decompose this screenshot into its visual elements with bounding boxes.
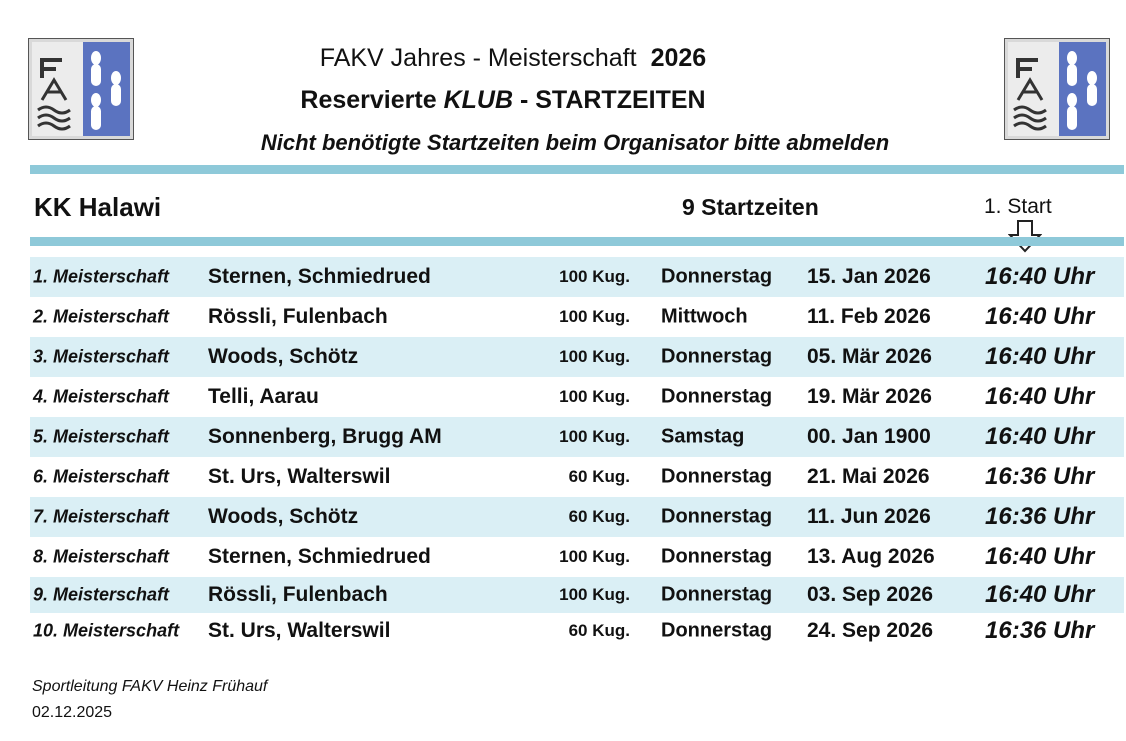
divider-band-top bbox=[30, 165, 1124, 174]
venue: Woods, Schötz bbox=[208, 505, 359, 528]
document-subtitle bbox=[0, 86, 1006, 115]
start-time: 16:40 Uhr bbox=[985, 423, 1095, 450]
arrow-down-icon bbox=[1008, 219, 1042, 253]
weekday: Donnerstag bbox=[661, 619, 773, 642]
weekday: Donnerstag bbox=[661, 505, 773, 528]
venue: Rössli, Fulenbach bbox=[208, 305, 388, 328]
document-title bbox=[0, 44, 1026, 73]
start-time: 16:40 Uhr bbox=[985, 303, 1095, 330]
date: 15. Jan 2026 bbox=[807, 265, 931, 288]
venue: Rössli, Fulenbach bbox=[208, 583, 388, 606]
weekday: Donnerstag bbox=[661, 385, 773, 408]
start-time: 16:40 Uhr bbox=[985, 343, 1095, 370]
championship-label: 8. Meisterschaft bbox=[33, 546, 170, 567]
club-name: KK Halawi bbox=[34, 192, 162, 222]
date: 21. Mai 2026 bbox=[807, 465, 930, 488]
schedule-table bbox=[30, 257, 1124, 649]
footer-date: 02.12.2025 bbox=[32, 704, 113, 721]
date: 00. Jan 1900 bbox=[807, 425, 931, 448]
notice-text: Nicht benötigte Startzeiten beim Organisator bitte abmelden bbox=[260, 130, 890, 155]
championship-label: 7. Meisterschaft bbox=[33, 506, 170, 527]
ball-count: 100 Kug. bbox=[559, 307, 630, 326]
title-year: 2026 bbox=[650, 44, 707, 72]
date: 11. Jun 2026 bbox=[807, 505, 931, 528]
subtitle-prefix: Reservierte bbox=[300, 86, 437, 114]
ball-count: 100 Kug. bbox=[559, 547, 630, 566]
venue: Woods, Schötz bbox=[208, 345, 359, 368]
date: 03. Sep 2026 bbox=[807, 583, 934, 606]
weekday: Donnerstag bbox=[661, 265, 773, 288]
ball-count: 100 Kug. bbox=[559, 347, 630, 366]
championship-label: 3. Meisterschaft bbox=[33, 346, 170, 367]
championship-label: 9. Meisterschaft bbox=[33, 584, 170, 605]
venue: Sternen, Schmiedrued bbox=[208, 265, 431, 288]
first-start-label: 1. Start bbox=[984, 195, 1052, 218]
table-row bbox=[30, 577, 1124, 613]
title-text: FAKV Jahres - Meisterschaft bbox=[319, 44, 637, 72]
weekday: Donnerstag bbox=[661, 545, 773, 568]
table-row bbox=[30, 497, 1124, 537]
table-row bbox=[30, 417, 1124, 457]
date: 24. Sep 2026 bbox=[807, 619, 934, 642]
ball-count: 60 Kug. bbox=[568, 467, 630, 486]
championship-label: 1. Meisterschaft bbox=[33, 266, 170, 287]
weekday: Samstag bbox=[661, 425, 745, 448]
date: 13. Aug 2026 bbox=[807, 545, 935, 568]
table-row bbox=[30, 537, 1124, 577]
ball-count: 60 Kug. bbox=[568, 621, 630, 640]
divider-band-mid bbox=[30, 237, 1124, 246]
weekday: Donnerstag bbox=[661, 465, 773, 488]
weekday: Donnerstag bbox=[661, 583, 773, 606]
ball-count: 100 Kug. bbox=[559, 267, 630, 286]
championship-label: 10. Meisterschaft bbox=[33, 620, 180, 641]
weekday: Donnerstag bbox=[661, 345, 773, 368]
table-row bbox=[30, 337, 1124, 377]
start-time: 16:36 Uhr bbox=[985, 503, 1095, 530]
start-time: 16:40 Uhr bbox=[985, 263, 1095, 290]
date: 19. Mär 2026 bbox=[807, 385, 932, 408]
start-count: 9 Startzeiten bbox=[682, 194, 819, 220]
venue: Telli, Aarau bbox=[208, 385, 319, 408]
date: 05. Mär 2026 bbox=[807, 345, 932, 368]
date: 11. Feb 2026 bbox=[807, 305, 931, 328]
start-time: 16:40 Uhr bbox=[985, 383, 1095, 410]
table-row bbox=[30, 613, 1124, 649]
weekday: Mittwoch bbox=[661, 305, 748, 328]
championship-label: 6. Meisterschaft bbox=[33, 466, 170, 487]
subtitle-suffix: - STARTZEITEN bbox=[519, 86, 706, 114]
venue: Sonnenberg, Brugg AM bbox=[208, 425, 442, 448]
championship-label: 5. Meisterschaft bbox=[33, 426, 170, 447]
championship-label: 2. Meisterschaft bbox=[33, 306, 170, 327]
footer-signature: Sportleitung FAKV Heinz Frühauf bbox=[32, 678, 268, 695]
ball-count: 100 Kug. bbox=[559, 387, 630, 406]
start-time: 16:36 Uhr bbox=[985, 463, 1095, 490]
venue: Sternen, Schmiedrued bbox=[208, 545, 431, 568]
table-row bbox=[30, 457, 1124, 497]
venue: St. Urs, Walterswil bbox=[208, 619, 391, 642]
table-row bbox=[30, 377, 1124, 417]
ball-count: 100 Kug. bbox=[559, 427, 630, 446]
championship-label: 4. Meisterschaft bbox=[33, 386, 170, 407]
table-row bbox=[30, 297, 1124, 337]
venue: St. Urs, Walterswil bbox=[208, 465, 391, 488]
subtitle-klub: KLUB bbox=[443, 86, 513, 114]
table-row bbox=[30, 257, 1124, 297]
start-time: 16:40 Uhr bbox=[985, 543, 1095, 570]
ball-count: 60 Kug. bbox=[568, 507, 630, 526]
start-time: 16:40 Uhr bbox=[985, 581, 1095, 608]
start-time: 16:36 Uhr bbox=[985, 617, 1095, 644]
ball-count: 100 Kug. bbox=[559, 585, 630, 604]
